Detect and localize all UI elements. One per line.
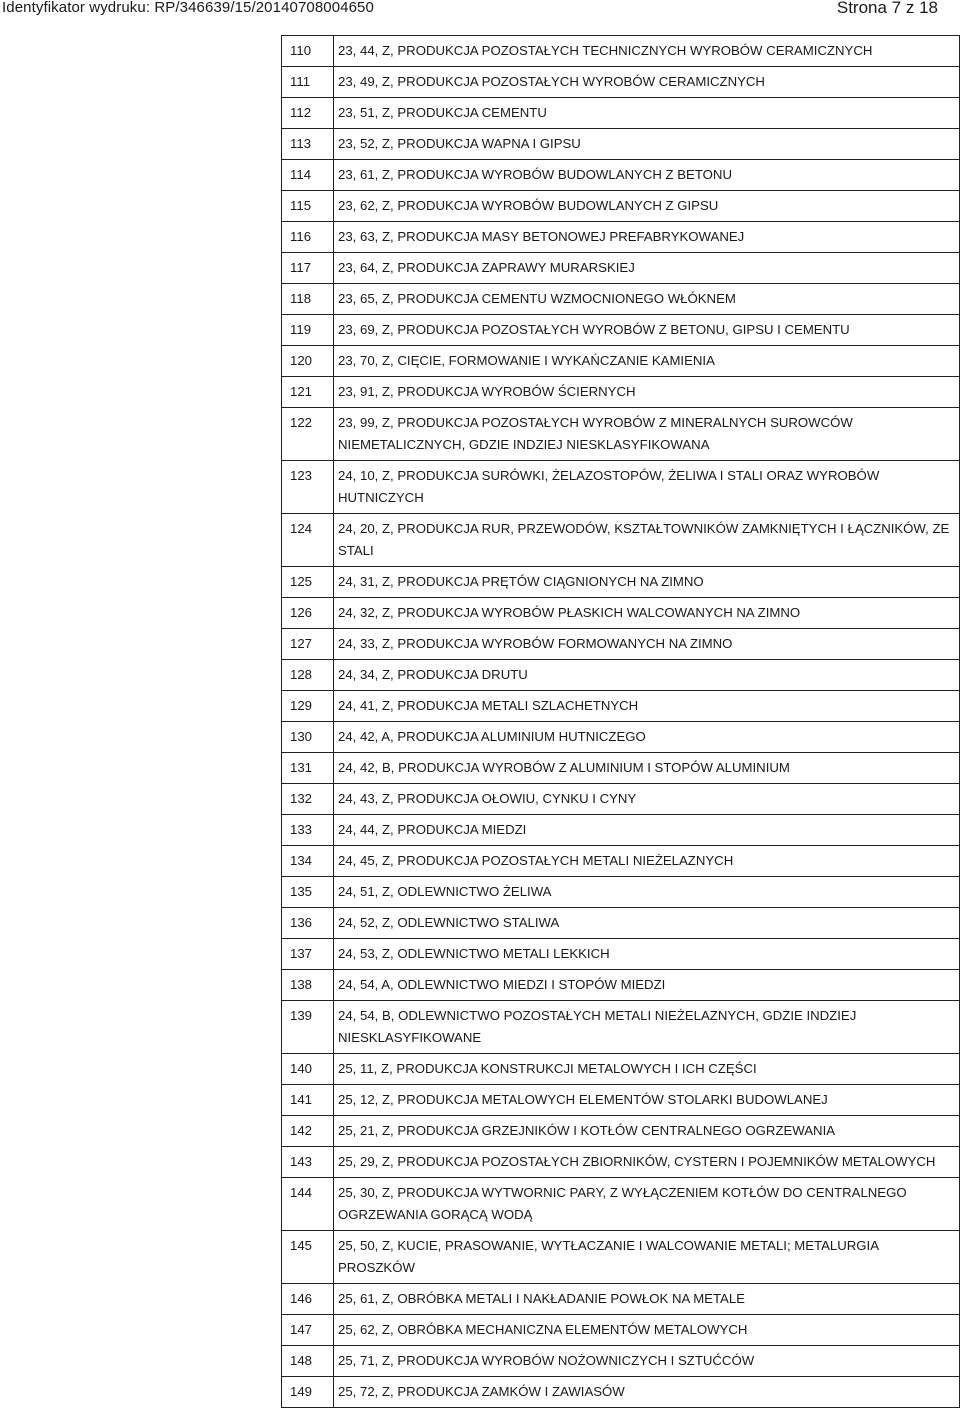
table-row: [282, 722, 960, 753]
row-number: 137: [282, 939, 334, 970]
table-row: [282, 377, 960, 408]
activity-description: 24, 54, B, ODLEWNICTWO POZOSTAŁYCH METALI NIEŻELAZNYCH, GDZIE INDZIEJ NIESKLASYFIKOWANE: [334, 1001, 960, 1054]
row-number: 148: [282, 1346, 334, 1377]
activity-description: 23, 61, Z, PRODUKCJA WYROBÓW BUDOWLANYCH Z BETONU: [334, 160, 960, 191]
activity-description: 23, 91, Z, PRODUKCJA WYROBÓW ŚCIERNYCH: [334, 377, 960, 408]
row-number: 119: [282, 315, 334, 346]
table-row: [282, 67, 960, 98]
row-number: 146: [282, 1284, 334, 1315]
table-row: [282, 315, 960, 346]
activity-description: 24, 31, Z, PRODUKCJA PRĘTÓW CIĄGNIONYCH NA ZIMNO: [334, 567, 960, 598]
table-row: [282, 815, 960, 846]
table-row: [282, 1284, 960, 1315]
table-row: [282, 346, 960, 377]
row-number: 114: [282, 160, 334, 191]
row-number: 149: [282, 1377, 334, 1408]
row-number: 138: [282, 970, 334, 1001]
activity-description: 24, 34, Z, PRODUKCJA DRUTU: [334, 660, 960, 691]
row-number: 127: [282, 629, 334, 660]
activity-description: 24, 41, Z, PRODUKCJA METALI SZLACHETNYCH: [334, 691, 960, 722]
activity-description: 24, 33, Z, PRODUKCJA WYROBÓW FORMOWANYCH NA ZIMNO: [334, 629, 960, 660]
table-row: [282, 160, 960, 191]
table-row: [282, 784, 960, 815]
table-row: [282, 284, 960, 315]
row-number: 126: [282, 598, 334, 629]
table-body: [282, 36, 960, 1408]
table-row: [282, 660, 960, 691]
activity-description: 25, 11, Z, PRODUKCJA KONSTRUKCJI METALOWYCH I ICH CZĘŚCI: [334, 1054, 960, 1085]
activity-description: 23, 63, Z, PRODUKCJA MASY BETONOWEJ PREFABRYKOWANEJ: [334, 222, 960, 253]
row-number: 112: [282, 98, 334, 129]
row-number: 134: [282, 846, 334, 877]
activity-description: 24, 44, Z, PRODUKCJA MIEDZI: [334, 815, 960, 846]
table-row: [282, 253, 960, 284]
activity-description: 25, 50, Z, KUCIE, PRASOWANIE, WYTŁACZANIE I WALCOWANIE METALI; METALURGIA PROSZKÓW: [334, 1231, 960, 1284]
table-row: [282, 98, 960, 129]
table-row: [282, 129, 960, 160]
table-row: [282, 1377, 960, 1408]
table-row: [282, 629, 960, 660]
page-header: [0, 0, 960, 20]
table-row: [282, 691, 960, 722]
table-row: [282, 846, 960, 877]
activity-description: 25, 71, Z, PRODUKCJA WYROBÓW NOŻOWNICZYCH I SZTUĆCÓW: [334, 1346, 960, 1377]
activity-description: 25, 61, Z, OBRÓBKA METALI I NAKŁADANIE POWŁOK NA METALE: [334, 1284, 960, 1315]
activity-description: 24, 32, Z, PRODUKCJA WYROBÓW PŁASKICH WALCOWANYCH NA ZIMNO: [334, 598, 960, 629]
activity-description: 24, 51, Z, ODLEWNICTWO ŻELIWA: [334, 877, 960, 908]
table-row: [282, 408, 960, 461]
table-row: [282, 939, 960, 970]
row-number: 115: [282, 191, 334, 222]
row-number: 144: [282, 1178, 334, 1231]
row-number: 123: [282, 461, 334, 514]
table-row: [282, 1054, 960, 1085]
table-row: [282, 1147, 960, 1178]
row-number: 139: [282, 1001, 334, 1054]
row-number: 132: [282, 784, 334, 815]
activity-description: 24, 45, Z, PRODUKCJA POZOSTAŁYCH METALI NIEŻELAZNYCH: [334, 846, 960, 877]
table-row: [282, 970, 960, 1001]
row-number: 130: [282, 722, 334, 753]
activity-description: 24, 10, Z, PRODUKCJA SURÓWKI, ŻELAZOSTOPÓW, ŻELIWA I STALI ORAZ WYROBÓW HUTNICZYCH: [334, 461, 960, 514]
activity-description: 24, 43, Z, PRODUKCJA OŁOWIU, CYNKU I CYNY: [334, 784, 960, 815]
row-number: 140: [282, 1054, 334, 1085]
activity-description: 24, 20, Z, PRODUKCJA RUR, PRZEWODÓW, KSZTAŁTOWNIKÓW ZAMKNIĘTYCH I ŁĄCZNIKÓW, ZE STALI: [334, 514, 960, 567]
table-row: [282, 1178, 960, 1231]
activity-description: 23, 52, Z, PRODUKCJA WAPNA I GIPSU: [334, 129, 960, 160]
row-number: 121: [282, 377, 334, 408]
print-identifier: Identyfikator wydruku: RP/346639/15/20140708004650: [2, 0, 374, 16]
row-number: 147: [282, 1315, 334, 1346]
row-number: 113: [282, 129, 334, 160]
activity-description: 23, 70, Z, CIĘCIE, FORMOWANIE I WYKAŃCZANIE KAMIENIA: [334, 346, 960, 377]
table-row: [282, 1116, 960, 1147]
activity-description: 25, 72, Z, PRODUKCJA ZAMKÓW I ZAWIASÓW: [334, 1377, 960, 1408]
row-number: 141: [282, 1085, 334, 1116]
row-number: 120: [282, 346, 334, 377]
row-number: 124: [282, 514, 334, 567]
activity-description: 23, 49, Z, PRODUKCJA POZOSTAŁYCH WYROBÓW CERAMICZNYCH: [334, 67, 960, 98]
table-row: [282, 1001, 960, 1054]
table-row: [282, 191, 960, 222]
row-number: 125: [282, 567, 334, 598]
table-row: [282, 36, 960, 67]
activity-description: 25, 12, Z, PRODUKCJA METALOWYCH ELEMENTÓW STOLARKI BUDOWLANEJ: [334, 1085, 960, 1116]
table-row: [282, 1346, 960, 1377]
activity-description: 23, 64, Z, PRODUKCJA ZAPRAWY MURARSKIEJ: [334, 253, 960, 284]
table-row: [282, 1231, 960, 1284]
row-number: 111: [282, 67, 334, 98]
activity-description: 23, 99, Z, PRODUKCJA POZOSTAŁYCH WYROBÓW Z MINERALNYCH SUROWCÓW NIEMETALICZNYCH, GDZIE INDZIEJ NIESKLASYFIKOWANA: [334, 408, 960, 461]
activity-description: 24, 53, Z, ODLEWNICTWO METALI LEKKICH: [334, 939, 960, 970]
activity-description: 25, 30, Z, PRODUKCJA WYTWORNIC PARY, Z WYŁĄCZENIEM KOTŁÓW DO CENTRALNEGO OGRZEWANIA GORĄCĄ WODĄ: [334, 1178, 960, 1231]
table-row: [282, 753, 960, 784]
row-number: 118: [282, 284, 334, 315]
row-number: 122: [282, 408, 334, 461]
activity-description: 23, 51, Z, PRODUKCJA CEMENTU: [334, 98, 960, 129]
activity-description: 25, 62, Z, OBRÓBKA MECHANICZNA ELEMENTÓW METALOWYCH: [334, 1315, 960, 1346]
row-number: 110: [282, 36, 334, 67]
table-row: [282, 598, 960, 629]
row-number: 142: [282, 1116, 334, 1147]
table-row: [282, 567, 960, 598]
activity-description: 25, 21, Z, PRODUKCJA GRZEJNIKÓW I KOTŁÓW CENTRALNEGO OGRZEWANIA: [334, 1116, 960, 1147]
activity-description: 25, 29, Z, PRODUKCJA POZOSTAŁYCH ZBIORNIKÓW, CYSTERN I POJEMNIKÓW METALOWYCH: [334, 1147, 960, 1178]
row-number: 128: [282, 660, 334, 691]
activity-description: 24, 54, A, ODLEWNICTWO MIEDZI I STOPÓW MIEDZI: [334, 970, 960, 1001]
row-number: 135: [282, 877, 334, 908]
table-row: [282, 461, 960, 514]
table-row: [282, 1315, 960, 1346]
table-row: [282, 877, 960, 908]
row-number: 143: [282, 1147, 334, 1178]
table-row: [282, 222, 960, 253]
row-number: 131: [282, 753, 334, 784]
page-number: Strona 7 z 18: [836, 0, 938, 17]
row-number: 117: [282, 253, 334, 284]
activity-description: 23, 65, Z, PRODUKCJA CEMENTU WZMOCNIONEGO WŁÓKNEM: [334, 284, 960, 315]
activity-description: 24, 42, A, PRODUKCJA ALUMINIUM HUTNICZEGO: [334, 722, 960, 753]
row-number: 145: [282, 1231, 334, 1284]
activity-code-table: [281, 35, 960, 1408]
activity-description: 24, 42, B, PRODUKCJA WYROBÓW Z ALUMINIUM I STOPÓW ALUMINIUM: [334, 753, 960, 784]
row-number: 133: [282, 815, 334, 846]
activity-description: 24, 52, Z, ODLEWNICTWO STALIWA: [334, 908, 960, 939]
activity-description: 23, 62, Z, PRODUKCJA WYROBÓW BUDOWLANYCH Z GIPSU: [334, 191, 960, 222]
table-row: [282, 514, 960, 567]
activity-description: 23, 69, Z, PRODUKCJA POZOSTAŁYCH WYROBÓW Z BETONU, GIPSU I CEMENTU: [334, 315, 960, 346]
activity-description: 23, 44, Z, PRODUKCJA POZOSTAŁYCH TECHNICZNYCH WYROBÓW CERAMICZNYCH: [334, 36, 960, 67]
row-number: 116: [282, 222, 334, 253]
table-row: [282, 1085, 960, 1116]
row-number: 136: [282, 908, 334, 939]
table-row: [282, 908, 960, 939]
row-number: 129: [282, 691, 334, 722]
